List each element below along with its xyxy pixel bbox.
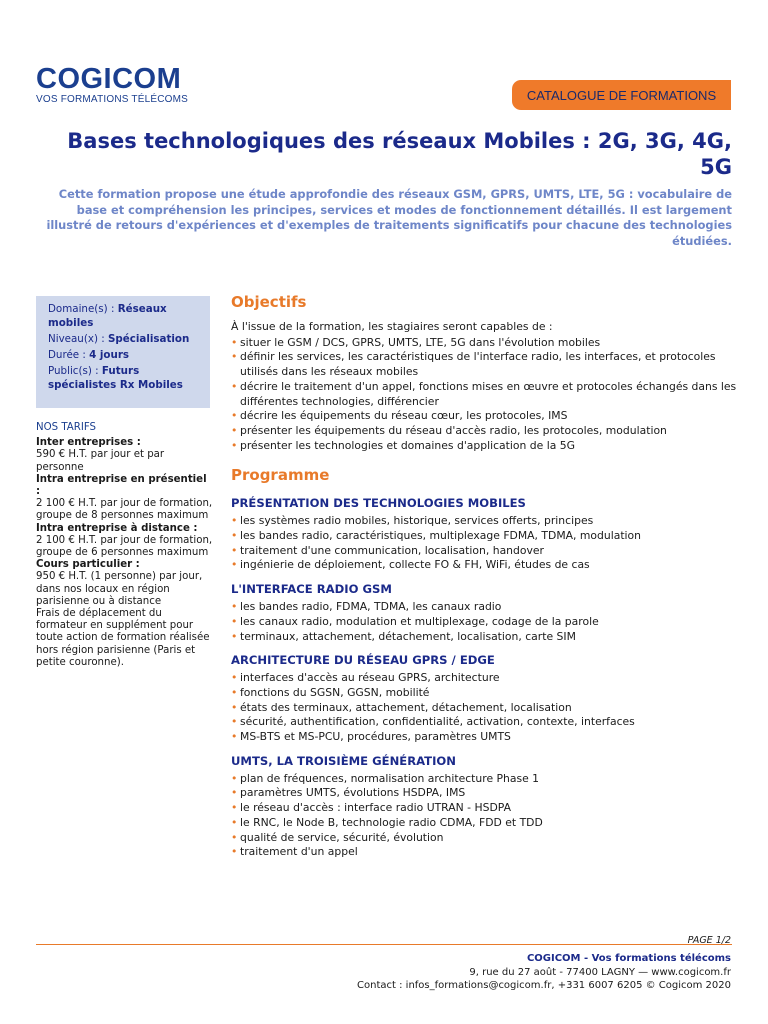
page-title: Bases technologiques des réseaux Mobiles : 2G, 3G, 4G, 5G (67, 129, 732, 179)
pricing-intra-presentiel-label: Intra entreprise en présentiel : (36, 473, 207, 498)
footer-divider (36, 944, 732, 945)
list-item: • fonctions du SGSN, GGSN, mobilité (231, 686, 741, 701)
list-item: • les bandes radio, FDMA, TDMA, les canaux radio (231, 600, 741, 615)
list-item: • décrire le traitement d'un appel, fonctions mises en œuvre et protocoles échangés dans les différentes technologies, différencier (231, 380, 741, 409)
info-public-label: Public(s) : (48, 365, 99, 377)
info-domaine (48, 302, 200, 330)
pricing-intra-presentiel-value: 2 100 € H.T. par jour de formation, groupe de 8 personnes maximum (36, 498, 213, 522)
pricing-intra-distance-value: 2 100 € H.T. par jour de formation, groupe de 6 personnes maximum (36, 534, 213, 559)
list-item: • définir les services, les caractéristiques de l'interface radio, les interfaces, et protocoles utilisés dans les réseaux mobiles (231, 350, 741, 379)
info-niveau (48, 332, 200, 346)
pricing-section (36, 422, 214, 669)
pricing-intra-distance-label: Intra entreprise à distance : (36, 522, 198, 534)
info-domaine-label: Domaine(s) : (48, 303, 115, 315)
info-duree-label: Durée : (48, 349, 86, 361)
list-item: • traitement d'un appel (231, 845, 741, 860)
list-item: • les systèmes radio mobiles, historique, services offerts, principes (231, 514, 741, 529)
info-duree-value: 4 jours (89, 349, 130, 361)
section-title: UMTS, LA TROISIÈME GÉNÉRATION (231, 753, 456, 768)
footer-address: 9, rue du 27 août - 77400 LAGNY — www.cogicom.fr (469, 966, 731, 978)
page-number: PAGE 1/2 (687, 935, 731, 946)
footer (357, 952, 731, 993)
section-list (231, 671, 741, 745)
section-title: ARCHITECTURE DU RÉSEAU GPRS / EDGE (231, 653, 495, 668)
main-content (231, 292, 741, 860)
pricing-particulier-value: 950 € H.T. (1 personne) par jour, dans nos locaux en région parisienne ou à distance (36, 571, 203, 607)
list-item: • le RNC, le Node B, technologie radio CDMA, FDD et TDD (231, 816, 741, 831)
info-domaine-value: Réseaux mobiles (48, 303, 167, 329)
logo (36, 64, 188, 105)
course-intro: Cette formation propose une étude approfondie des réseaux GSM, GPRS, UMTS, LTE, 5G : vocabulaire de base et compréhension les principes, services et modes de fonctionnement détaillés. Il est largement illustré de retours d'expériences et d'exemples de traitements significatifs pour chacune des technologies étudiées. (46, 187, 732, 248)
info-niveau-label: Niveau(x) : (48, 333, 105, 345)
footer-contact: Contact : infos_formations@cogicom.fr, +331 6007 6205 © Cogicom 2020 (357, 980, 731, 991)
list-item: • paramètres UMTS, évolutions HSDPA, IMS (231, 786, 741, 801)
section-title: L'INTERFACE RADIO GSM (231, 582, 392, 597)
pricing-inter-label: Inter entreprises : (36, 437, 141, 449)
catalogue-badge: CATALOGUE DE FORMATIONS (512, 80, 731, 110)
list-item: • le réseau d'accès : interface radio UTRAN - HSDPA (231, 801, 741, 816)
list-item: • décrire les équipements du réseau cœur, les protocoles, IMS (231, 409, 741, 424)
list-item: • les bandes radio, caractéristiques, multiplexage FDMA, TDMA, modulation (231, 529, 741, 544)
list-item: • ingénierie de déploiement, collecte FO & FH, WiFi, études de cas (231, 558, 741, 573)
list-item: • MS-BTS et MS-PCU, procédures, paramètres UMTS (231, 730, 741, 745)
list-item: • qualité de service, sécurité, évolution (231, 831, 741, 846)
logo-tagline: VOS FORMATIONS TÉLÉCOMS (36, 94, 189, 105)
list-item: • sécurité, authentification, confidentialité, activation, contexte, interfaces (231, 715, 741, 730)
list-item: • les canaux radio, modulation et multiplexage, codage de la parole (231, 615, 741, 630)
info-niveau-value: Spécialisation (107, 333, 190, 345)
list-item: • plan de fréquences, normalisation architecture Phase 1 (231, 772, 741, 787)
section-list (231, 600, 741, 644)
section-list (231, 514, 741, 573)
pricing-travel-note: Frais de déplacement du formateur en supplément pour toute action de formation réalisée hors région parisienne (Paris et petite couronne). (36, 608, 210, 668)
list-item: • situer le GSM / DCS, GPRS, UMTS, LTE, 5G dans l'évolution mobiles (231, 336, 741, 351)
objectifs-list (231, 336, 741, 454)
list-item: • terminaux, attachement, détachement, localisation, carte SIM (231, 630, 741, 645)
pricing-inter-value: 590 € H.T. par jour et par personne (36, 449, 165, 473)
list-item: • états des terminaux, attachement, détachement, localisation (231, 701, 741, 716)
logo-name: COGICOM (36, 63, 182, 95)
info-duree (48, 348, 200, 362)
pricing-heading: NOS TARIFS (36, 422, 96, 433)
footer-brand: COGICOM - Vos formations télécoms (526, 953, 731, 964)
list-item: • présenter les équipements du réseau d'accès radio, les protocoles, modulation (231, 424, 741, 439)
info-public (48, 364, 200, 392)
course-info-box (36, 296, 210, 408)
objectifs-heading: Objectifs (231, 293, 307, 311)
objectifs-lead: À l'issue de la formation, les stagiaires seront capables de : (231, 320, 553, 333)
pricing-particulier-label: Cours particulier : (36, 559, 140, 571)
info-public-value: Futurs spécialistes Rx Mobiles (48, 365, 183, 391)
programme-heading: Programme (231, 466, 330, 485)
section-list (231, 772, 741, 860)
section-title: PRÉSENTATION DES TECHNOLOGIES MOBILES (231, 496, 526, 511)
list-item: • présenter les technologies et domaines d'application de la 5G (231, 439, 741, 454)
list-item: • interfaces d'accès au réseau GPRS, architecture (231, 671, 741, 686)
list-item: • traitement d'une communication, localisation, handover (231, 544, 741, 559)
